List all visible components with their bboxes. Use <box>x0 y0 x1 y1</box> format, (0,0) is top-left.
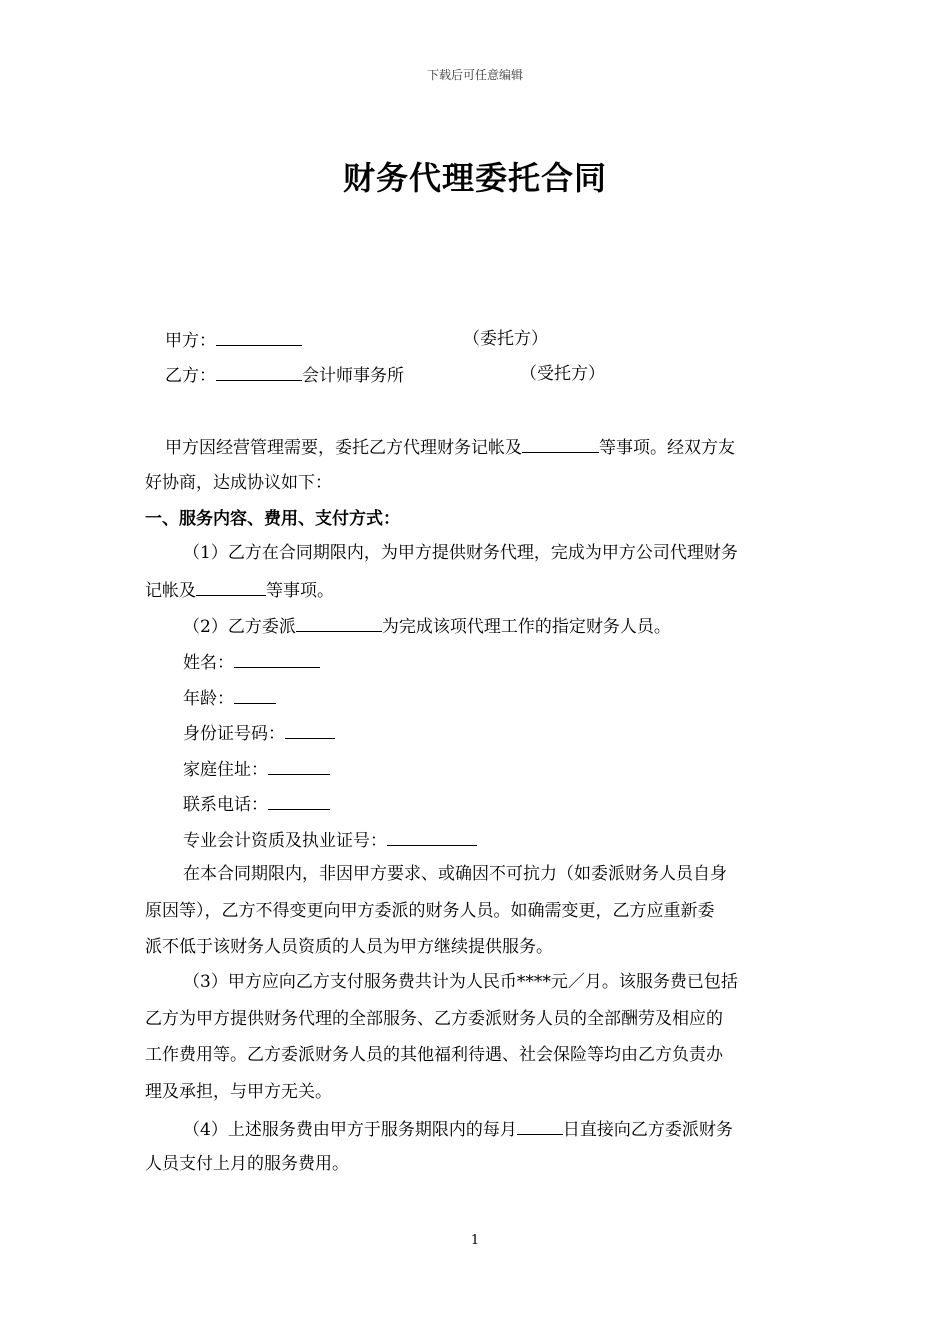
intro-text-b: 等事项。经双方友 <box>599 438 735 458</box>
section-1-heading: 一、服务内容、费用、支付方式： <box>145 509 400 529</box>
field-name <box>183 649 320 675</box>
item-3-line-2: 乙方为甲方提供财务代理的全部服务、乙方委派财务人员的全部酬劳及相应的 <box>145 1009 723 1029</box>
item-3-line-4: 理及承担，与甲方无关。 <box>145 1082 332 1102</box>
party-b-label: 乙方： <box>165 366 216 386</box>
party-a-label: 甲方： <box>165 331 216 351</box>
item-4-line-1 <box>183 1116 733 1142</box>
item-4-text-b: 日直接向乙方委派财务 <box>562 1120 733 1140</box>
field-id-number <box>183 720 335 746</box>
intro-line-1 <box>165 434 735 460</box>
field-age-blank[interactable] <box>234 685 276 704</box>
field-phone <box>183 791 330 817</box>
item-2-note-line-1: 在本合同期限内，非因甲方要求、或确因不可抗力（如委派财务人员自身 <box>183 864 727 884</box>
party-a-role: （委托方） <box>463 329 548 349</box>
item-3-line-1: （3）甲方应向乙方支付服务费共计为人民币****元／月。该服务费已包括 <box>183 972 738 992</box>
field-age-label: 年龄： <box>183 689 234 709</box>
party-b-blank[interactable] <box>216 362 302 381</box>
field-name-label: 姓名： <box>183 653 234 673</box>
page-number: 1 <box>470 1233 480 1248</box>
item-2-blank[interactable] <box>296 613 382 632</box>
item-1-text-a: 记帐及 <box>145 581 196 601</box>
item-3-line-3: 工作费用等。乙方委派财务人员的其他福利待遇、社会保险等均由乙方负责办 <box>145 1045 723 1065</box>
field-qualification-label: 专业会计资质及执业证号： <box>183 831 387 851</box>
party-b-suffix: 会计师事务所 <box>302 366 404 386</box>
item-4-text-a: （4）上述服务费由甲方于服务期限内的每月 <box>183 1120 517 1140</box>
field-name-blank[interactable] <box>234 649 320 668</box>
party-b-line <box>165 362 404 388</box>
field-age <box>183 685 276 711</box>
item-2-note-line-3: 派不低于该财务人员资质的人员为甲方继续提供服务。 <box>145 937 553 957</box>
item-2-text-a: （2）乙方委派 <box>183 617 296 637</box>
field-id-number-label: 身份证号码： <box>183 724 285 744</box>
item-4-line-2: 人员支付上月的服务费用。 <box>145 1154 349 1174</box>
party-a-blank[interactable] <box>216 327 302 346</box>
field-phone-blank[interactable] <box>268 791 330 810</box>
field-address-label: 家庭住址： <box>183 760 268 780</box>
item-1-blank[interactable] <box>196 577 266 596</box>
item-1-line-1: （1）乙方在合同期限内，为甲方提供财务代理，完成为甲方公司代理财务 <box>183 543 738 563</box>
field-qualification-blank[interactable] <box>387 827 477 846</box>
intro-line-2: 好协商，达成协议如下： <box>145 473 332 493</box>
item-2-text-b: 为完成该项代理工作的指定财务人员。 <box>381 617 671 637</box>
party-a-line <box>165 327 302 353</box>
field-qualification <box>183 827 477 853</box>
header-note: 下载后可任意编辑 <box>426 68 523 82</box>
party-b-role: （受托方） <box>520 364 605 384</box>
item-2-line <box>183 613 671 639</box>
item-1-line-2 <box>145 577 334 603</box>
field-id-number-blank[interactable] <box>285 720 335 739</box>
item-1-text-b: 等事项。 <box>266 581 334 601</box>
field-address <box>183 756 330 782</box>
item-2-note-line-2: 原因等），乙方不得变更向甲方委派的财务人员。如确需变更，乙方应重新委 <box>145 901 715 921</box>
document-title: 财务代理委托合同 <box>342 159 607 197</box>
field-phone-label: 联系电话： <box>183 795 268 815</box>
intro-text-a: 甲方因经营管理需要，委托乙方代理财务记帐及 <box>165 438 522 458</box>
field-address-blank[interactable] <box>268 756 330 775</box>
item-4-blank[interactable] <box>517 1116 563 1135</box>
intro-blank[interactable] <box>522 434 599 453</box>
